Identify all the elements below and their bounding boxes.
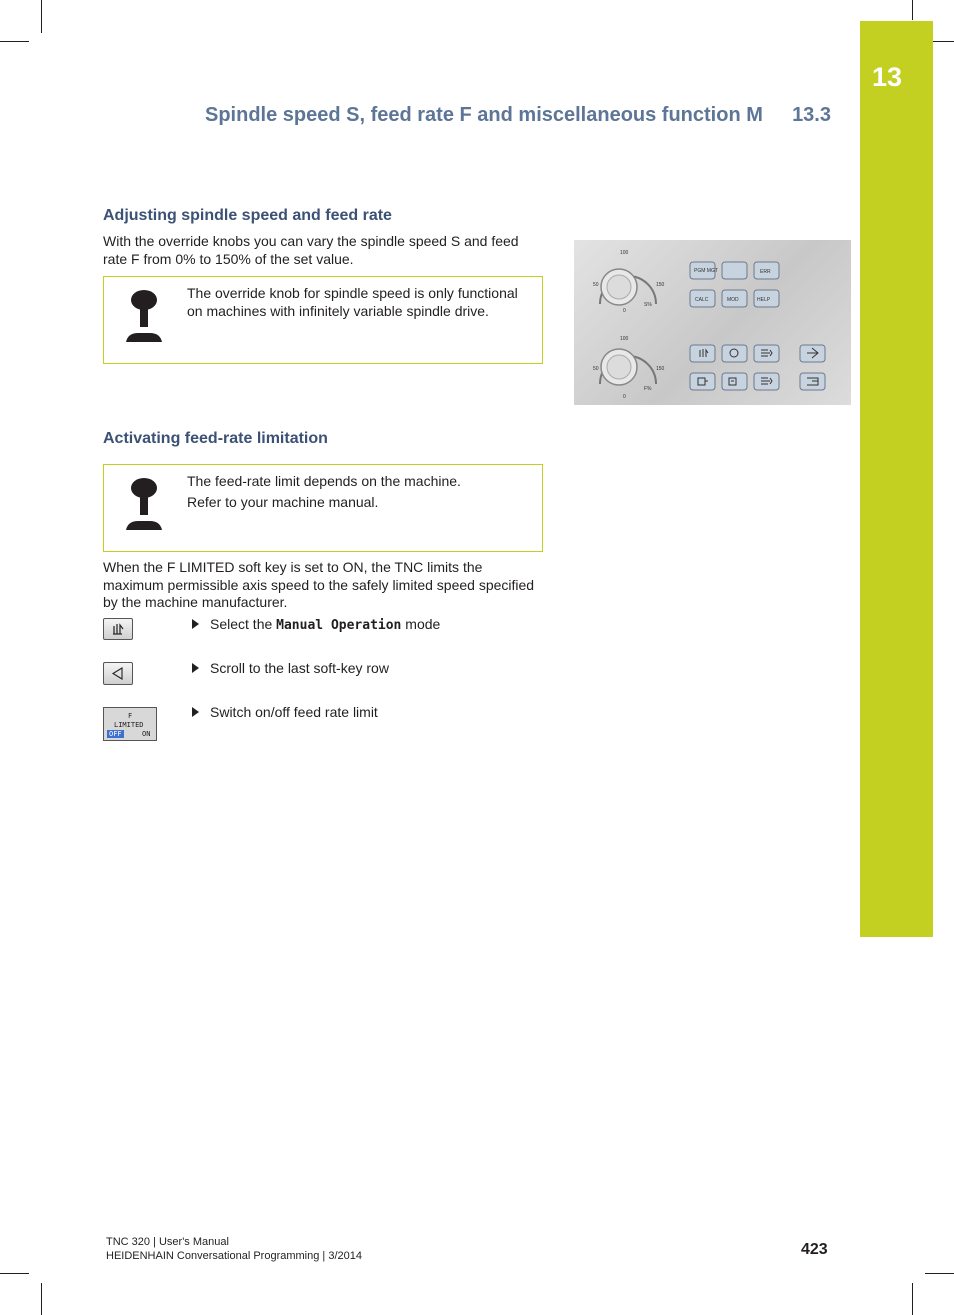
pgm-mgt-key: PGM MGT [694,268,718,274]
dial-label-100: 100 [620,250,629,256]
arrow-left-icon [104,663,132,684]
crop-mark [912,1283,913,1315]
softkey-on-state: ON [142,730,151,738]
note-text: Refer to your machine manual. [187,493,379,510]
machine-note-box [103,276,543,364]
note-text: The feed-rate limit depends on the machine. [187,473,461,489]
softkey-scroll-key [103,662,133,685]
footer-publication: HEIDENHAIN Conversational Programming | 3/2014 [106,1250,362,1262]
step-arrow-icon [192,619,199,629]
machine-note-box [103,464,543,552]
mod-key: MOD [727,297,739,303]
crop-mark [0,41,29,42]
header-title: Spindle speed S, feed rate F and miscellaneous function M [205,104,763,126]
manual-operation-key [103,618,133,640]
dial-label-50: 50 [593,366,599,372]
machine-note-icon [124,287,164,351]
crop-mark [41,1283,42,1315]
dial-label-100: 100 [620,336,629,342]
softkey-label-f: F [128,712,133,720]
override-knobs-illustration [574,240,851,405]
dial-label-50: 50 [593,282,599,288]
section-heading-feed-limit: Activating feed-rate limitation [103,430,328,447]
feed-override-label: F% [644,386,652,392]
dial-label-0: 0 [623,308,626,314]
footer [106,1235,362,1263]
dial-label-150: 150 [656,282,665,288]
chapter-tab [860,21,933,937]
crop-mark [912,0,913,20]
step-arrow-icon [192,663,199,673]
dial-label-150: 150 [656,366,665,372]
step-select-mode: Select the Manual Operation mode [192,616,440,633]
err-key: ERR [760,269,771,275]
header-section: 13.3 [792,104,831,126]
step-arrow-icon [192,707,199,717]
dial-label-0: 0 [623,394,626,400]
crop-mark [41,0,42,33]
feed-limit-description: When the F LIMITED soft key is set to ON, the TNC limits the maximum permissible axis speed to the safely limited speed specified by the machine manufacturer. [103,559,535,610]
f-limited-softkey [103,707,157,741]
step-scroll-softkey: Scroll to the last soft-key row [192,660,389,676]
crop-mark [925,1273,954,1274]
note-text: The override knob for spindle speed is only functional on machines with infinitely variable spindle drive. [187,285,518,319]
softkey-label-limited: LIMITED [114,721,144,729]
section-intro: With the override knobs you can vary the spindle speed S and feed rate F from 0% to 150% of the set value. [103,233,519,267]
machine-note-icon [124,475,164,539]
spindle-override-label: S% [644,302,652,308]
help-key: HELP [757,297,771,303]
section-heading-spindle: Adjusting spindle speed and feed rate [103,207,392,224]
running-header [205,104,831,127]
hand-icon [104,619,132,639]
page-number: 423 [801,1241,828,1258]
footer-manual: TNC 320 | User's Manual [106,1236,229,1248]
crop-mark [0,1273,29,1274]
calc-key: CALC [695,297,709,303]
softkey-off-state: OFF [109,730,122,738]
step-toggle-limit: Switch on/off feed rate limit [192,704,378,720]
control-panel-photo [574,240,851,405]
chapter-number: 13 [872,62,903,92]
